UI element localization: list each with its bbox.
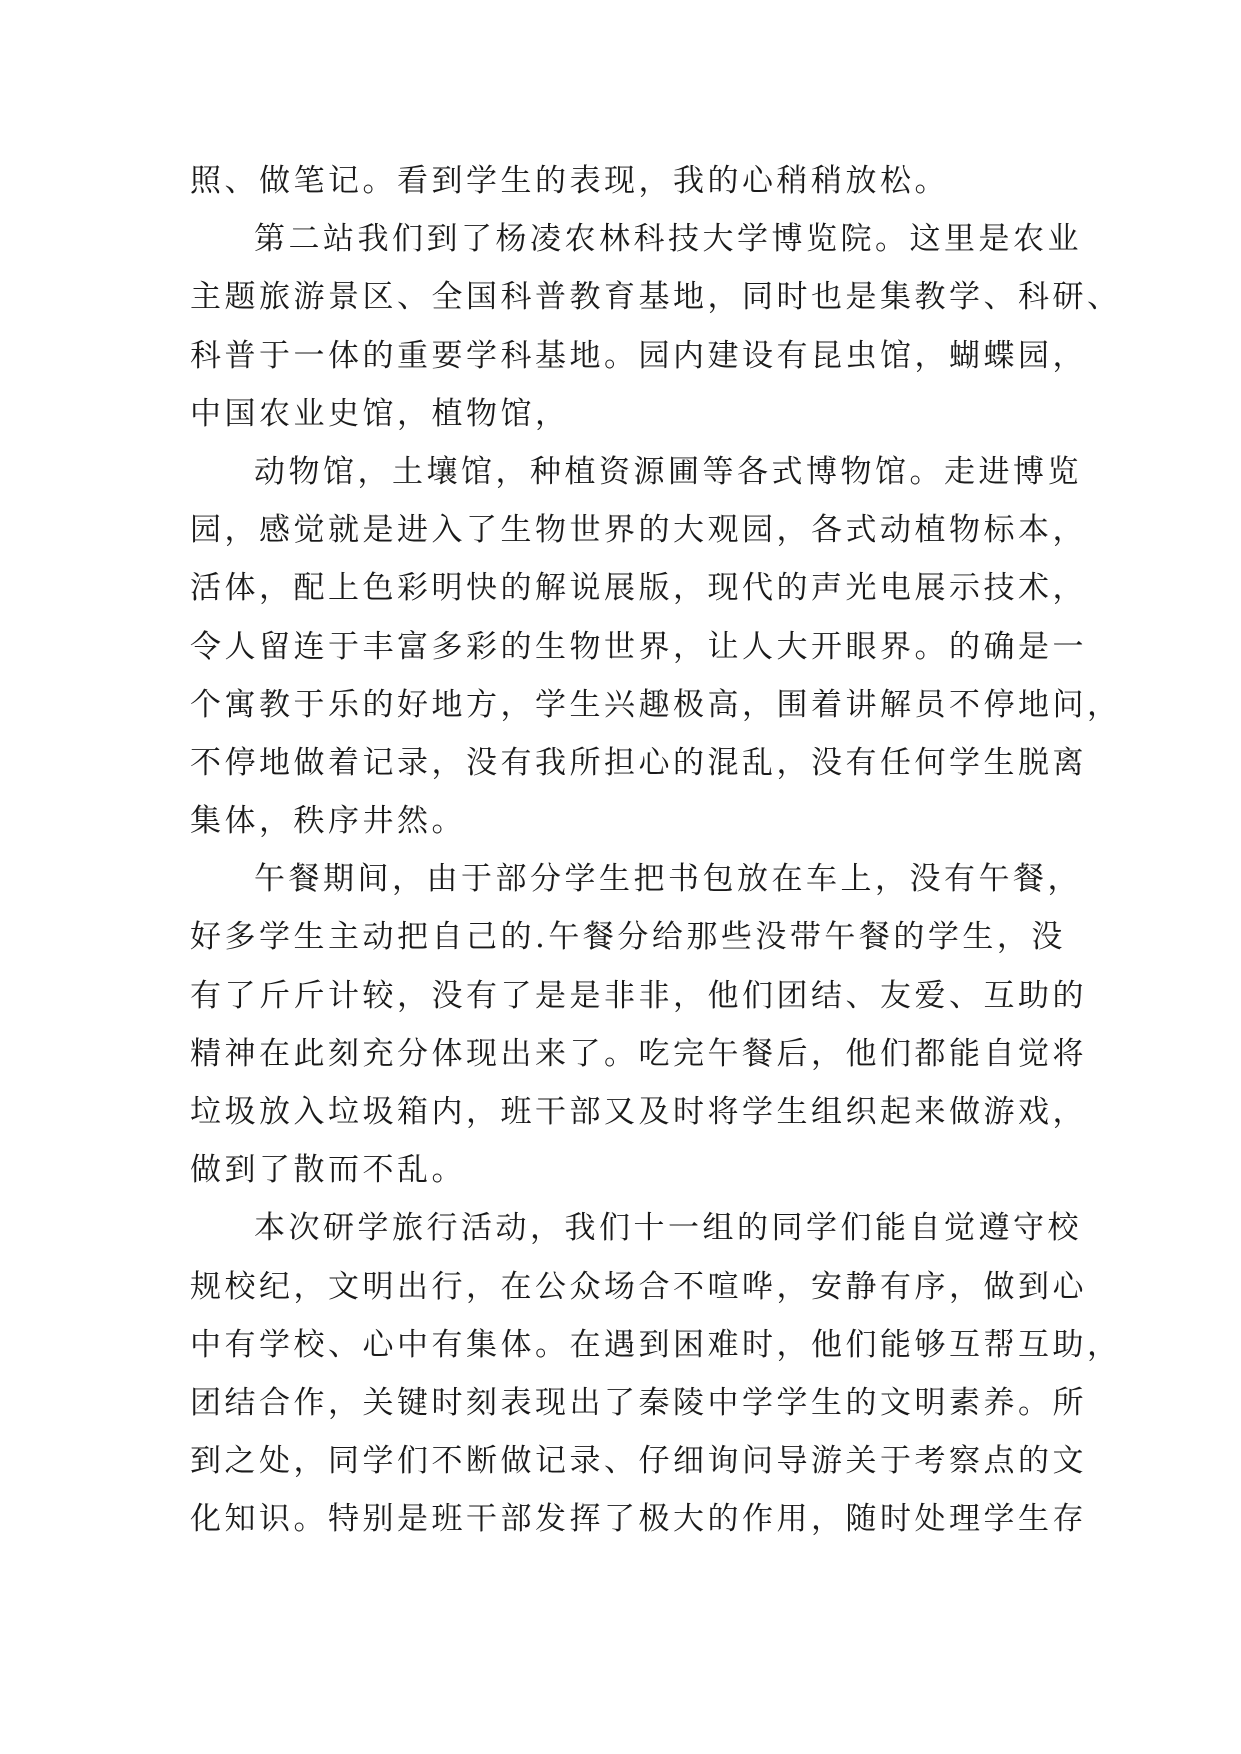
text-line: 化知识。特别是班干部发挥了极大的作用，随时处理学生存 [190,1501,1087,1538]
text-line: 动物馆，土壤馆，种植资源圃等各式博物馆。走进博览 [254,453,1082,490]
text-line: 本次研学旅行活动，我们十一组的同学们能自觉遵守校 [254,1210,1082,1247]
text-line: 科普于一体的重要学科基地。园内建设有昆虫馆，蝴蝶园， [190,337,1087,374]
text-line: 活体，配上色彩明快的解说展版，现代的声光电展示技术， [190,570,1087,607]
text-line: 主题旅游景区、全国科普教育基地，同时也是集教学、科研、 [190,279,1122,316]
text-line: 到之处，同学们不断做记录、仔细询问导游关于考察点的文 [190,1443,1087,1480]
text-line: 照、做笔记。看到学生的表现，我的心稍稍放松。 [190,163,949,199]
text-line: 精神在此刻充分体现出来了。吃完午餐后，他们都能自觉将 [190,1035,1087,1072]
text-line: 有了斤斤计较，没有了是是非非，他们团结、友爱、互助的 [190,977,1087,1014]
text-line: 园，感觉就是进入了生物世界的大观园，各式动植物标本， [190,512,1087,549]
text-line: 垃圾放入垃圾箱内，班干部又及时将学生组织起来做游戏， [190,1094,1087,1130]
body-text [190,152,1122,1549]
text-line: 午餐期间，由于部分学生把书包放在车上，没有午餐， [254,861,1082,898]
text-line: 规校纪，文明出行，在公众场合不喧哗，安静有序，做到心 [190,1268,1087,1305]
text-line: 集体，秩序井然。 [190,803,466,840]
text-line: 中有学校、心中有集体。在遇到困难时，他们能够互帮互助， [190,1326,1122,1363]
text-line: 好多学生主动把自己的.午餐分给那些没带午餐的学生，没 [190,919,1066,956]
text-line: 团结合作，关键时刻表现出了秦陵中学学生的文明素养。所 [190,1384,1087,1421]
text-line: 做到了散而不乱。 [190,1152,466,1189]
text-line: 中国农业史馆，植物馆， [190,395,570,432]
text-line: 个寓教于乐的好地方，学生兴趣极高，围着讲解员不停地问， [190,686,1122,723]
text-line: 不停地做着记录，没有我所担心的混乱，没有任何学生脱离 [190,744,1087,781]
text-line: 第二站我们到了杨凌农林科技大学博览院。这里是农业 [254,221,1082,258]
text-line: 令人留连于丰富多彩的生物世界，让人大开眼界。的确是一 [190,628,1087,665]
